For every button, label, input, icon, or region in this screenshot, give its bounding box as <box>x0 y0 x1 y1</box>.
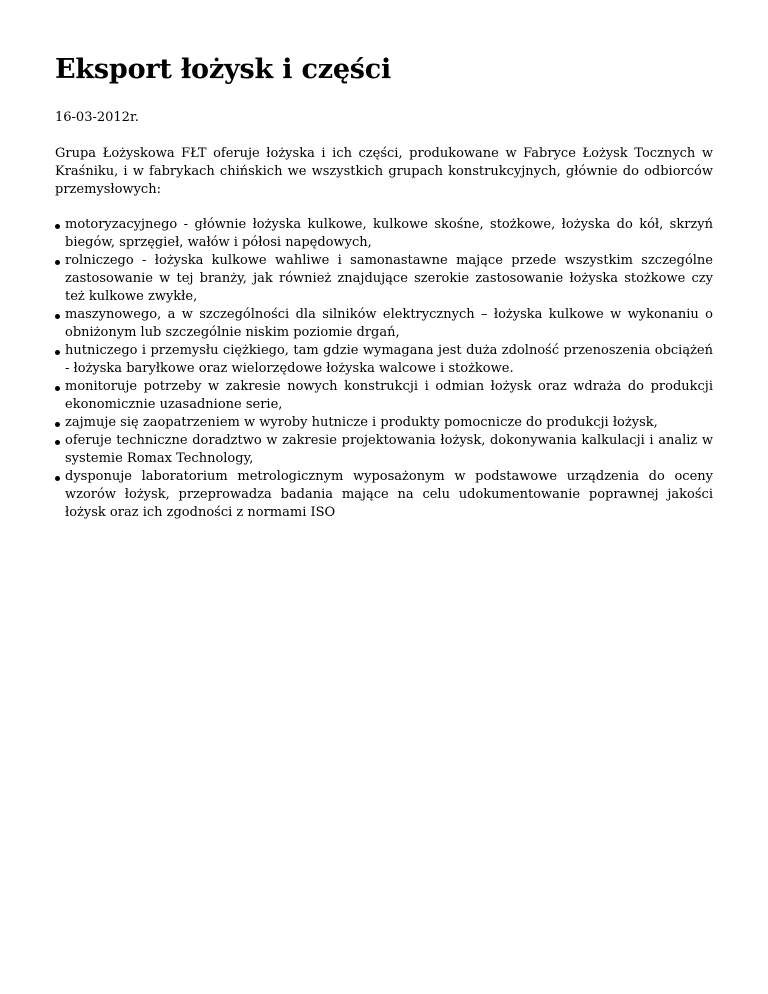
list-item-text: zajmuje się zaopatrzeniem w wyroby hutnicze i produkty pomocnicze do produkcji łożysk, <box>65 415 658 430</box>
list-item <box>55 432 713 468</box>
bullet-icon <box>55 476 60 481</box>
list-item-text: oferuje techniczne doradztwo w zakresie projektowania łożysk, dokonywania kalkulacji i analiz w systemie Romax Technology, <box>65 433 713 466</box>
bullet-icon <box>55 440 60 445</box>
list-item-text: monitoruje potrzeby w zakresie nowych konstrukcji i odmian łożysk oraz wdraża do produkcji ekonomicznie uzasadnione serie, <box>65 379 713 412</box>
list-item-text: hutniczego i przemysłu ciężkiego, tam gdzie wymagana jest duża zdolność przenoszenia obciążeń - łożyska baryłkowe oraz wielorzędowe łożyska walcowe i stożkowe. <box>65 343 713 376</box>
bullet-icon <box>55 314 60 319</box>
bullet-icon <box>55 386 60 391</box>
list-item <box>55 468 713 522</box>
bullet-icon <box>55 260 60 265</box>
bullet-list <box>55 216 713 522</box>
list-item-text: maszynowego, a w szczególności dla silników elektrycznych – łożyska kulkowe w wykonaniu o obniżonym lub szczególnie niskim poziomie drgań, <box>65 307 713 340</box>
page-title: Eksport łożysk i części <box>55 54 392 85</box>
publish-date: 16-03-2012r. <box>55 110 139 125</box>
bullet-icon <box>55 224 60 229</box>
list-item <box>55 216 713 252</box>
list-item <box>55 252 713 306</box>
bullet-icon <box>55 422 60 427</box>
list-item-text: rolniczego - łożyska kulkowe wahliwe i samonastawne mające przede wszystkim szczególne zastosowanie w tej branży, jak również znajdujące szerokie zastosowanie łożyska stożkowe czy też kulkowe zwykłe, <box>65 253 713 304</box>
bullet-icon <box>55 350 60 355</box>
list-item <box>55 414 713 432</box>
list-item <box>55 306 713 342</box>
intro-paragraph: Grupa Łożyskowa FŁT oferuje łożyska i ich części, produkowane w Fabryce Łożysk Tocznych w Kraśniku, i w fabrykach chińskich we wszystkich grupach konstrukcyjnych, głównie do odbiorców przemysłowych: <box>55 146 713 197</box>
list-item <box>55 378 713 414</box>
article <box>55 52 713 522</box>
list-item <box>55 342 713 378</box>
list-item-text: dysponuje laboratorium metrologicznym wyposażonym w podstawowe urządzenia do oceny wzorów łożysk, przeprowadza badania mające na celu udokumentowanie poprawnej jakości łożysk oraz ich zgodności z normami ISO <box>65 469 713 520</box>
list-item-text: motoryzacyjnego - głównie łożyska kulkowe, kulkowe skośne, stożkowe, łożyska do kół, skrzyń biegów, sprzęgieł, wałów i półosi napędowych, <box>65 217 713 250</box>
